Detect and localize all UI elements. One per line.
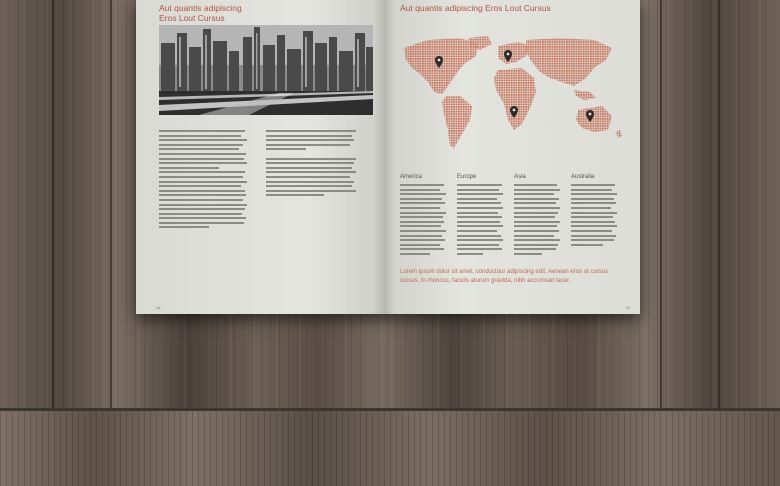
right-page-number: 31 bbox=[625, 305, 630, 310]
region-title-america: America bbox=[400, 174, 423, 180]
australia-text-column bbox=[571, 184, 617, 248]
right-page-body-text: Lorem ipsum dolor sit amet, conductour adipiscing edit. Aenean eros ut cursus cursus, in rhoncus, faculis aturum gravida, nibh accumsan lacer. bbox=[400, 269, 609, 284]
wood-plank-seam bbox=[718, 0, 720, 408]
asia-text-column bbox=[514, 184, 560, 258]
europe-text-column bbox=[457, 184, 503, 258]
left-heading-line2: Eros Lout Cursus bbox=[159, 13, 225, 23]
right-page-heading: Aut quantis adipiscing Eros Lout Cursus bbox=[400, 3, 551, 13]
left-page-number: 16 bbox=[156, 305, 161, 310]
left-text-column-1 bbox=[159, 130, 247, 231]
world-dot-map bbox=[398, 34, 626, 152]
city-skyline-photo bbox=[159, 25, 373, 115]
left-text-column-2 bbox=[266, 130, 358, 199]
region-title-australia: Australia bbox=[571, 174, 595, 180]
open-magazine bbox=[136, 0, 640, 314]
america-text-column bbox=[400, 184, 446, 258]
region-title-europe: Europe bbox=[457, 174, 477, 180]
wood-plank-seam bbox=[110, 0, 112, 408]
region-title-asia: Asia bbox=[514, 174, 526, 180]
left-page-heading bbox=[159, 3, 242, 23]
left-page bbox=[136, 0, 384, 314]
left-heading-line1: Aut quantis adipiscing bbox=[159, 3, 242, 13]
right-page bbox=[384, 0, 640, 314]
wood-floor bbox=[0, 408, 780, 486]
wood-plank-seam bbox=[660, 0, 662, 408]
wood-plank-seam bbox=[52, 0, 54, 408]
